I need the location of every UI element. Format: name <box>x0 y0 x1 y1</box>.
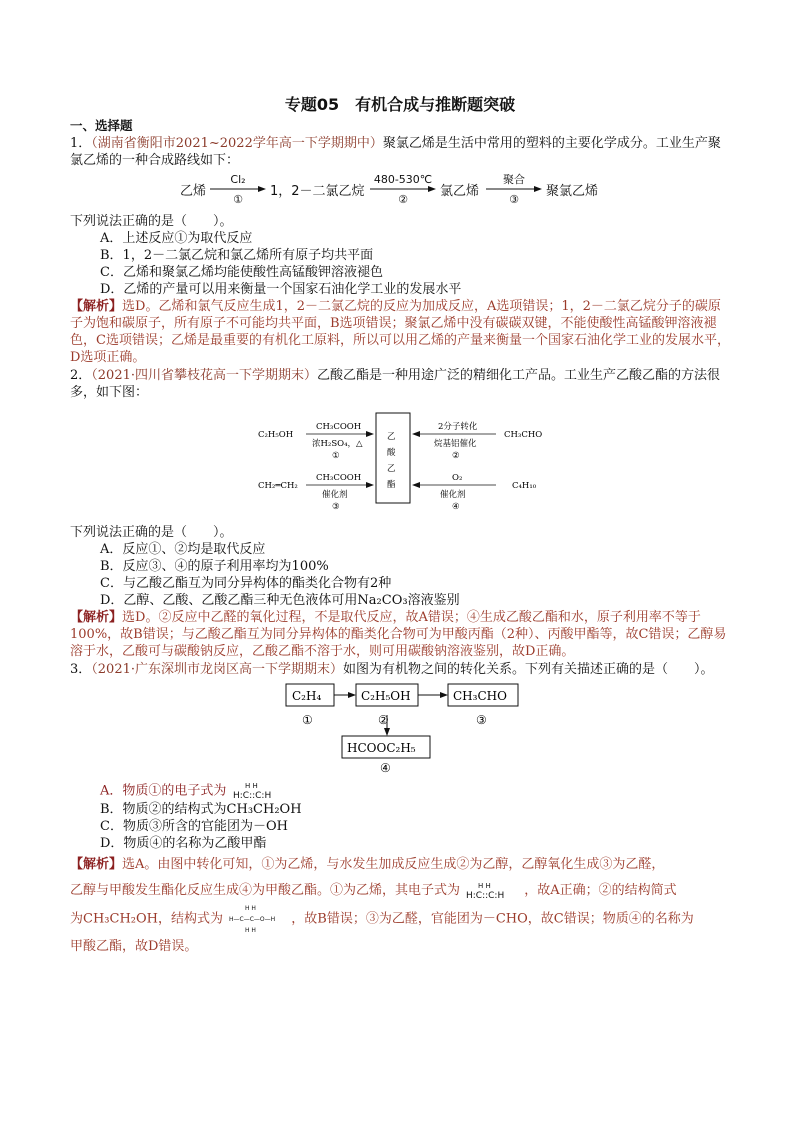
answer-line-4: 甲酸乙酯，故D错误。 <box>70 939 198 954</box>
route-dichloroethane: 1，2－二氯乙烷 <box>270 184 365 199</box>
option-b: B．物质②的结构式为CH₃CH₂OH <box>100 802 302 817</box>
option-d: D．乙烯的产量可以用来衡量一个国家石油化学工业的发展水平 <box>100 282 462 297</box>
question-ask: 下列说法正确的是（ ）。 <box>70 525 233 540</box>
answer-line-3: 为CH₃CH₂OH，结构式为 <box>70 911 223 927</box>
label-step-4: ④ <box>452 502 460 512</box>
answer-explanation <box>70 852 730 960</box>
question-1 <box>70 135 730 169</box>
box-ethanol: C₂H₅OH <box>361 689 411 703</box>
route-vinyl-chloride: 氯乙烯 <box>440 184 480 199</box>
label-cond-1: 浓H₂SO₄，△ <box>312 439 363 449</box>
option-d: D．乙醇、乙酸、乙酸乙酯三种无色液体可用Na₂CO₃溶液鉴别 <box>100 593 460 608</box>
center-char-1: 乙 <box>387 432 396 442</box>
question-2 <box>70 367 730 401</box>
answer-tag: 【解析】 <box>70 610 123 625</box>
center-char-3: 乙 <box>387 464 396 474</box>
answer-body: 选D。乙烯和氯气反应生成1，2－二氯乙烷的反应为加成反应，A选项错误；1，2－二氯乙烷分子的碳原子为饱和碳原子，所有原子不可能均共平面，B选项错误；聚氯乙烯中没有碳碳双键，不能使酸性高锰酸钾溶液褪色，C选项错误；乙烯是最重要的有机化工原料，所以可以用乙烯的产量来衡量一个国家石油化学工业的发展水平，D选项正确。 <box>70 299 730 365</box>
answer-line-2: 乙醇与甲酸发生酯化反应生成④为甲酸乙酯。①为乙烯，其电子式为 <box>70 883 461 898</box>
route-ethylene: 乙烯 <box>180 184 207 199</box>
option-c: C．物质③所含的官能团为－OH <box>100 819 288 834</box>
page-title: 专题05 有机合成与推断题突破 <box>284 95 516 114</box>
reagent-label: 480-530℃ <box>373 173 433 186</box>
question-ask: 下列说法正确的是（ ）。 <box>70 214 233 229</box>
step-1: ① <box>302 713 313 727</box>
option-d: D．物质④的名称为乙酸甲酯 <box>100 836 267 851</box>
ethanol-structural-formula <box>227 904 287 934</box>
section-heading: 一、选择题 <box>70 118 133 133</box>
svg-text:H:C::C:H: H:C::C:H <box>232 791 271 801</box>
label-cond-4: 催化剂 <box>440 490 466 500</box>
label-2-molecule: 2分子转化 <box>438 422 478 432</box>
ethylene-electron-formula <box>464 881 520 901</box>
step-2: ② <box>378 713 389 727</box>
label-step-3: ③ <box>332 502 340 512</box>
answer-explanation <box>70 609 730 660</box>
answer-line-1: 选A。由图中转化可知，①为乙烯，与水发生加成反应生成②为乙醇，乙醇氧化生成③为乙醛， <box>122 857 665 872</box>
route-arrow-1 <box>210 171 266 207</box>
box-ethylene: C₂H₄ <box>292 689 322 703</box>
label-ethanol: C₂H₅OH <box>258 430 294 440</box>
answer-line-2b: ，故A正确；②的结构简式 <box>524 883 677 898</box>
step-number: ② <box>398 193 408 206</box>
center-char-2: 酸 <box>387 448 396 458</box>
box-acetaldehyde: CH₃CHO <box>453 689 507 703</box>
label-alkyl-al: 烷基铝催化 <box>434 439 477 449</box>
label-step-1: ① <box>332 451 340 461</box>
question-source: （湖南省衡阳市2021~2022学年高一下学期期中） <box>91 136 383 151</box>
question-number: 1． <box>70 136 92 151</box>
svg-text:H:C::C:H: H:C::C:H <box>466 890 505 901</box>
label-cond-3: 催化剂 <box>322 490 348 500</box>
answer-line-3b: ，故B错误；③为乙醛，官能团为－CHO，故C错误；物质④的名称为 <box>291 911 694 927</box>
svg-text:H H: H H <box>245 905 257 912</box>
option-c: C．与乙酸乙酯互为同分异构体的酯类化合物有2种 <box>100 576 392 591</box>
answer-explanation <box>70 298 730 366</box>
label-acetaldehyde: CH₃CHO <box>504 430 543 440</box>
document-page <box>70 96 730 960</box>
svg-text:H H: H H <box>245 927 257 934</box>
question-number: 2． <box>70 368 92 383</box>
question-stem: 聚氯乙烯是生活中常用的塑料的主要化学成分。工业生产聚氯乙烯的一种合成路线如下： <box>70 136 721 168</box>
label-oxygen: O₂ <box>452 473 463 483</box>
center-char-4: 酯 <box>387 480 396 490</box>
answer-tag: 【解析】 <box>70 857 123 872</box>
label-acetic-acid-1: CH₃COOH <box>316 422 362 432</box>
route-pvc: 聚氯乙烯 <box>546 184 599 199</box>
step-number: ① <box>233 193 243 206</box>
route-arrow-3 <box>486 171 542 207</box>
label-ethene: CH₂═CH₂ <box>258 481 298 491</box>
question-3 <box>70 661 730 678</box>
option-b: B．1，2－二氯乙烷和氯乙烯所有原子均共平面 <box>100 248 374 263</box>
option-a-text: A．物质①的电子式为 <box>100 783 227 799</box>
question-source: （2021·四川省攀枝花高一下学期期末） <box>91 368 317 383</box>
option-a: A．反应①、②均是取代反应 <box>100 542 266 557</box>
answer-tag: 【解析】 <box>70 299 123 314</box>
synthesis-route <box>180 171 730 211</box>
option-a <box>70 781 730 801</box>
label-acetic-acid-3: CH₃COOH <box>316 473 362 483</box>
route-arrow-2 <box>370 171 436 207</box>
label-step-2: ② <box>452 451 460 461</box>
step-3: ③ <box>476 713 487 727</box>
question-source: （2021·广东深圳市龙岗区高一下学期期末） <box>91 662 343 677</box>
svg-text:H H: H H <box>478 881 491 890</box>
svg-text:H H: H H <box>244 782 258 790</box>
option-a: A．上述反应①为取代反应 <box>100 231 253 246</box>
step-number: ③ <box>509 193 519 206</box>
question-number: 3． <box>70 662 92 677</box>
reagent-label: 聚合 <box>503 173 525 186</box>
conversion-diagram <box>284 682 584 774</box>
step-4: ④ <box>380 761 391 774</box>
answer-body: 选D。②反应中乙醛的氧化过程，不是取代反应，故A错误；④生成乙酸乙酯和水，原子利用率不等于100%，故B错误；与乙酸乙酯互为同分异构体的酯类化合物可为甲酸丙酯（2种）、丙酸甲酯等，故C错误；乙醇易溶于水，乙酸可与碳酸钠反应，乙酸乙酯不溶于水，则可用碳酸钠溶液鉴别，故D正确。 <box>70 610 727 659</box>
box-ethyl-formate: HCOOC₂H₅ <box>347 741 416 755</box>
question-stem: 如图为有机物之间的转化关系。下列有关描述正确的是（ ）。 <box>343 662 714 677</box>
ethylene-electron-formula <box>231 781 287 801</box>
option-c: C．乙烯和聚氯乙烯均能使酸性高锰酸钾溶液褪色 <box>100 265 383 280</box>
reagent-label: Cl₂ <box>230 173 246 186</box>
ethyl-acetate-diagram <box>256 405 606 515</box>
question-stem: 乙酸乙酯是一种用途广泛的精细化工产品。工业生产乙酸乙酯的方法很多，如下图： <box>70 368 721 400</box>
svg-text:H—C—C—O—H: H—C—C—O—H <box>229 916 276 923</box>
label-butane: C₄H₁₀ <box>512 481 537 491</box>
option-b: B．反应③、④的原子利用率均为100% <box>100 559 329 574</box>
